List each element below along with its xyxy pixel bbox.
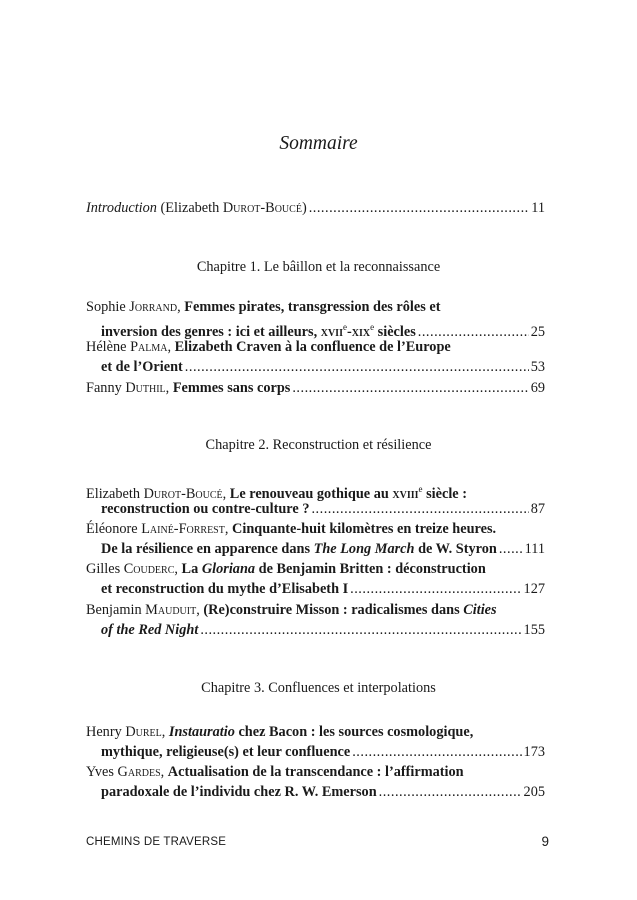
dot-leader xyxy=(499,539,523,559)
page-number: 25 xyxy=(530,323,545,340)
toc-entry-laine-forrest-cont[interactable]: De la résilience en apparence dans The Long March de W. Styron ..... 111 xyxy=(101,539,545,559)
entry-title: Femmes pirates, transgression des rôles et xyxy=(184,299,441,315)
chapter-heading-3: Chapitre 3. Confluences et interpolations xyxy=(201,680,436,696)
intro-author-last: Durot-Boucé xyxy=(222,200,302,216)
toc-entry-jorrand-cont[interactable]: inversion des genres : ici et ailleurs, xvii$^e$-xix$^e$ siècles ..... 25 xyxy=(101,317,545,342)
page-number: 111 xyxy=(524,541,545,557)
intro-label: Introduction xyxy=(86,200,157,216)
toc-entry-laine-forrest[interactable]: Éléonore Lainé-Forrest, Cinquante-huit kilomètres en treize heures. xyxy=(86,521,497,537)
page-number: 155 xyxy=(523,622,545,638)
toc-entry-couderc-cont[interactable]: et reconstruction du mythe d’Elisabeth I ..... 127 xyxy=(101,579,545,599)
dot-leader xyxy=(350,579,521,599)
toc-entry-mauduit-cont[interactable]: of the Red Night ..... 155 xyxy=(101,620,545,640)
page-number: 87 xyxy=(530,501,545,517)
page-number: 11 xyxy=(531,200,545,216)
dot-leader xyxy=(185,357,529,377)
intro-author-first: (Elizabeth xyxy=(160,200,220,216)
running-footer-series: CHEMINS DE TRAVERSE xyxy=(86,836,227,848)
page-number: 53 xyxy=(530,359,545,375)
dot-leader xyxy=(352,742,521,762)
toc-entry-palma[interactable]: Hélène Palma, Elizabeth Craven à la confluence de l’Europe xyxy=(86,339,451,355)
page-number: 205 xyxy=(523,784,545,800)
toc-entry-durel-cont[interactable]: mythique, religieuse(s) et leur confluence ..... 173 xyxy=(101,742,545,762)
toc-entry-durot-bouce[interactable]: Elizabeth Durot-Boucé, Le renouveau gothique au xviii$^e$ siècle : xyxy=(86,484,467,502)
toc-entry-durel[interactable]: Henry Durel, Instauratio chez Bacon : les sources cosmologique, xyxy=(86,724,474,740)
dot-leader xyxy=(292,378,528,398)
toc-entry-gardes-cont[interactable]: paradoxale de l’individu chez R. W. Emerson ..... 205 xyxy=(101,782,545,802)
folio-page-number: 9 xyxy=(541,834,549,849)
page-title: Sommaire xyxy=(279,133,358,154)
dot-leader xyxy=(200,620,521,640)
page-number: 69 xyxy=(530,380,545,396)
toc-entry-palma-cont[interactable]: et de l’Orient ..... 53 xyxy=(101,357,545,377)
dot-leader xyxy=(379,782,522,802)
chapter-heading-2: Chapitre 2. Reconstruction et résilience xyxy=(205,437,432,453)
dot-leader xyxy=(309,198,530,218)
page-number: 173 xyxy=(523,744,545,760)
chapter-heading-1: Chapitre 1. Le bâillon et la reconnaissance xyxy=(196,259,441,275)
page-number: 127 xyxy=(523,581,545,597)
toc-entry-durot-bouce-cont[interactable]: reconstruction ou contre-culture ? ..... 87 xyxy=(101,499,545,519)
toc-entry-gardes[interactable]: Yves Gardes, Actualisation de la transcendance : l’affirmation xyxy=(86,764,464,780)
toc-entry-mauduit[interactable]: Benjamin Mauduit, (Re)construire Misson : radicalismes dans Cities xyxy=(86,602,497,618)
toc-entry-couderc[interactable]: Gilles Couderc, La Gloriana de Benjamin Britten : déconstruction xyxy=(86,561,486,577)
toc-entry-introduction[interactable]: Introduction (Elizabeth Durot-Boucé) ..... 11 xyxy=(86,198,545,218)
toc-entry-duthil[interactable]: Fanny Duthil, Femmes sans corps ..... 69 xyxy=(86,378,545,398)
dot-leader xyxy=(311,499,528,519)
toc-entry-jorrand[interactable]: Sophie Jorrand, Femmes pirates, transgression des rôles et xyxy=(86,299,441,315)
